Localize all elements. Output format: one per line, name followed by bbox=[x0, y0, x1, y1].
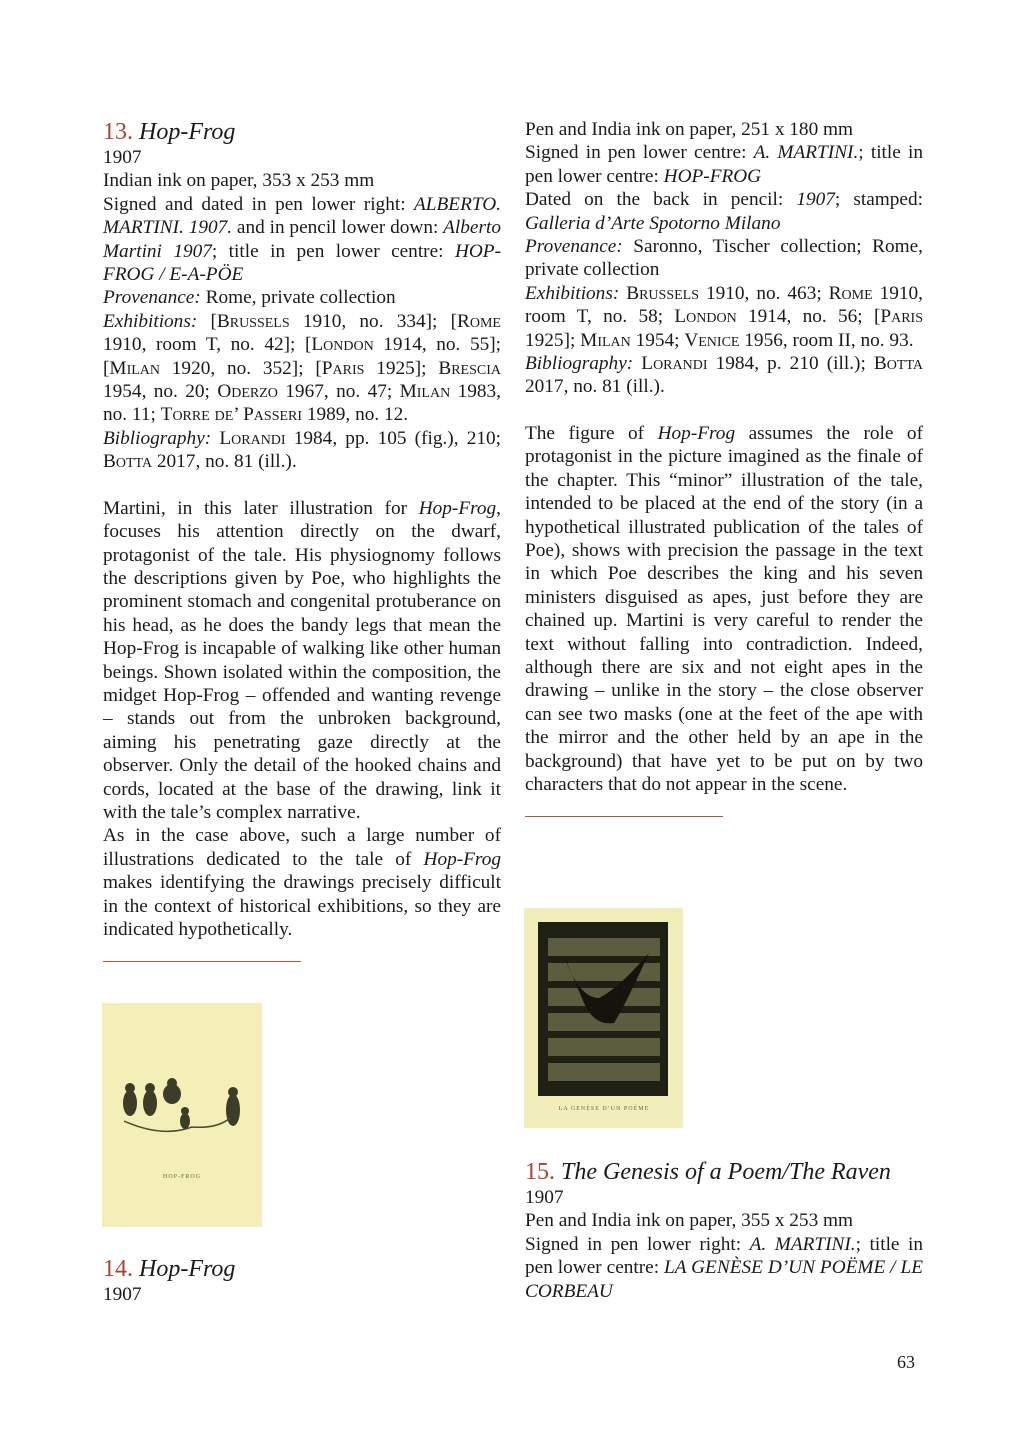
reference-name: Lorandi 1984 bbox=[641, 353, 755, 375]
text: As in the case above, such a large number of illustrations dedicated to the tale of bbox=[103, 825, 501, 870]
bibliography-list: Lorandi 1984, pp. 105 (fig.), 210; Botta 2017, no. 81 (ill.). bbox=[103, 427, 501, 473]
entry-14-medium: Pen and India ink on paper, 251 x 180 mm bbox=[525, 119, 854, 140]
entry-13-number: 13. bbox=[103, 119, 133, 145]
reference-name: Rome 1910 bbox=[103, 310, 501, 356]
entry-14-exhibitions bbox=[525, 282, 923, 352]
text: assumes the role of protagonist in the picture imagined as the finale of the chapter. This “minor” illustration of the tale, intended to be placed at the end of the story (in a hypothetical illustrated publication of the tales of Poe), shows with precision the passage in the text in which Poe describes the king and his seven ministers disguised as apes, just before they are chained up. Martini is very careful to render the text without falling into contradiction. Indeed, although there are six and not eight apes in the drawing – unlike in the story – the close observer can see two masks (one at the feet of the ape with the mirror and the other held by an ape in the background) that have yet to be put on by two characters that do not appear in the scene. bbox=[525, 422, 923, 795]
reference-name: Brescia 1954 bbox=[103, 357, 501, 403]
artwork-14-image bbox=[102, 1003, 262, 1227]
reference-name: London 1914 bbox=[674, 306, 787, 328]
reference-name: Torre de’ Passeri 1989 bbox=[160, 404, 346, 426]
label: Exhibitions: bbox=[103, 310, 198, 332]
page-number: 63 bbox=[897, 1352, 915, 1372]
entry-13-bibliography bbox=[103, 427, 501, 474]
entry-14-title: Hop-Frog bbox=[139, 1256, 236, 1282]
label: Bibliography: bbox=[103, 427, 212, 449]
text: Galleria d’Arte Spotorno Milano bbox=[525, 212, 781, 234]
text: Dated on the back in pencil: bbox=[525, 189, 797, 211]
text: and in pencil lower down: bbox=[232, 217, 444, 239]
text: Rome, private collection bbox=[200, 287, 396, 309]
entry-13-essay-paragraph-1 bbox=[103, 497, 501, 825]
reference-name: London 1914 bbox=[311, 334, 422, 356]
reference-name: Oderzo 1967 bbox=[217, 381, 324, 403]
exhibition-list: Brussels 1910, no. 463; Rome 1910, room T, no. 58; London 1914, no. 56; [Paris 1925]; Milan 1954; Venice 1956, room II, no. 93. bbox=[525, 282, 923, 351]
entry-15-medium: Pen and India ink on paper, 355 x 253 mm bbox=[525, 1210, 854, 1232]
apes-drawing-icon bbox=[102, 1003, 262, 1227]
entry-13-signature bbox=[103, 193, 501, 287]
text: ; title in pen lower centre: bbox=[525, 142, 923, 187]
reference-name: Lorandi 1984 bbox=[219, 427, 333, 449]
entry-13-title: Hop-Frog bbox=[139, 119, 236, 145]
entry-13-medium: Indian ink on paper, 353 x 253 mm bbox=[103, 170, 375, 192]
text: ; title in pen lower centre: bbox=[525, 1233, 923, 1279]
text: Signed in pen lower right: bbox=[525, 1233, 750, 1255]
reference-name: Paris 1925 bbox=[525, 306, 923, 351]
artwork-15-caption: LA GENÈSE D’UN POÈME bbox=[558, 1106, 650, 1112]
text: A. MARTINI. bbox=[749, 1233, 856, 1255]
reference-name: Paris 1925 bbox=[321, 357, 415, 379]
reference-name: Venice 1956 bbox=[684, 329, 783, 351]
text: Hop-Frog bbox=[657, 422, 736, 444]
left-column bbox=[103, 118, 501, 962]
entry-15-number: 15. bbox=[525, 1159, 555, 1185]
text: Signed and dated in pen lower right: bbox=[103, 193, 415, 215]
entry-15-heading bbox=[525, 1158, 923, 1186]
entry-14-heading bbox=[103, 1255, 503, 1283]
entry-15-signature bbox=[525, 1233, 923, 1303]
label: Bibliography: bbox=[525, 353, 634, 375]
entry-14-provenance bbox=[525, 235, 923, 282]
entry-15-title: The Genesis of a Poem/The Raven bbox=[561, 1159, 891, 1185]
text: Saronno, Tischer collection; Rome, private collection bbox=[525, 236, 923, 281]
entry-14-bibliography bbox=[525, 352, 923, 399]
label: Provenance: bbox=[525, 236, 623, 258]
reference-name: Brussels 1910 bbox=[216, 310, 342, 332]
text: Alberto Martini 1907 bbox=[103, 217, 501, 262]
reference-name: Brussels 1910 bbox=[626, 282, 745, 304]
text: A. MARTINI. bbox=[753, 142, 859, 164]
text: makes identifying the drawings precisely difficult in the context of historical exhibitions, so they are indicated hypothetically. bbox=[103, 872, 501, 940]
text: The figure of bbox=[525, 422, 658, 444]
reference-name: Rome 1910 bbox=[828, 282, 919, 304]
entry-13-provenance bbox=[103, 286, 501, 309]
text: Hop-Frog bbox=[418, 497, 497, 519]
entry-13-heading bbox=[103, 118, 501, 146]
bibliography-list: Lorandi 1984, p. 210 (ill.); Botta 2017, no. 81 (ill.). bbox=[525, 353, 923, 398]
section-divider bbox=[103, 961, 301, 962]
text: , focuses his attention directly on the dwarf, protagonist of the tale. His physiognomy follows the descriptions given by Poe, who highlights the prominent stomach and congenital protuberance on his head, as he does the bandy legs that mean the Hop-Frog is incapable of walking like other human beings. Shown isolated within the composition, the midget Hop-Frog – offended and wanting revenge – stands out from the unbroken background, aiming his penetrating gaze directly at the observer. Only the detail of the hooked chains and cords, located at the base of the drawing, link it with the tale’s complex narrative. bbox=[103, 497, 501, 823]
reference-name: Botta 2017 bbox=[103, 451, 196, 473]
exhibition-list: [Brussels 1910, no. 334]; [Rome 1910, room T, no. 42]; [London 1914, no. 55]; [Milan 1920, no. 352]; [Paris 1925]; Brescia 1954, no. 20; Oderzo 1967, no. 47; Milan 1983, no. 11; Torre de’ Passeri 1989, no. 12. bbox=[103, 310, 501, 426]
artwork-15-image bbox=[524, 908, 683, 1128]
text: Martini, in this later illustration for bbox=[103, 497, 419, 519]
text: HOP-FROG / E-A-PÖE bbox=[103, 240, 501, 286]
entry-14-year: 1907 bbox=[103, 1284, 142, 1305]
entry-13-exhibitions bbox=[103, 310, 501, 427]
right-column bbox=[525, 118, 923, 817]
label: Provenance: bbox=[103, 287, 201, 309]
entry-13-essay-paragraph-2 bbox=[103, 824, 501, 941]
entry-14-essay bbox=[525, 422, 923, 797]
text: Signed in pen lower centre: bbox=[525, 142, 754, 164]
entry-14-heading-block bbox=[103, 1255, 503, 1306]
section-divider bbox=[525, 816, 723, 817]
entry-14-dating bbox=[525, 188, 923, 235]
artwork-14-caption: HOP-FROG bbox=[162, 1174, 202, 1180]
text: HOP-FROG bbox=[663, 165, 762, 187]
text: LA GENÈSE D’UN POËME / LE CORBEAU bbox=[525, 1257, 923, 1302]
entry-14-signature bbox=[525, 141, 923, 188]
reference-name: Botta 2017 bbox=[525, 353, 923, 398]
text: 1907 bbox=[796, 189, 835, 211]
reference-name: Milan 1920 bbox=[109, 357, 211, 379]
reference-name: Milan 1954 bbox=[580, 329, 675, 351]
entry-13-year: 1907 bbox=[103, 147, 142, 168]
text: ; title in pen lower centre: bbox=[211, 240, 455, 262]
text: ALBERTO. MARTINI. 1907. bbox=[103, 193, 501, 239]
text: Hop-Frog bbox=[423, 848, 501, 870]
reference-name: Milan 1983 bbox=[399, 381, 497, 403]
entry-14-number: 14. bbox=[103, 1256, 133, 1282]
entry-15-year: 1907 bbox=[525, 1187, 564, 1208]
label: Exhibitions: bbox=[525, 282, 620, 304]
raven-drawing-icon bbox=[524, 908, 683, 1128]
text: ; stamped: bbox=[834, 189, 923, 211]
entry-15-block bbox=[525, 1158, 923, 1303]
